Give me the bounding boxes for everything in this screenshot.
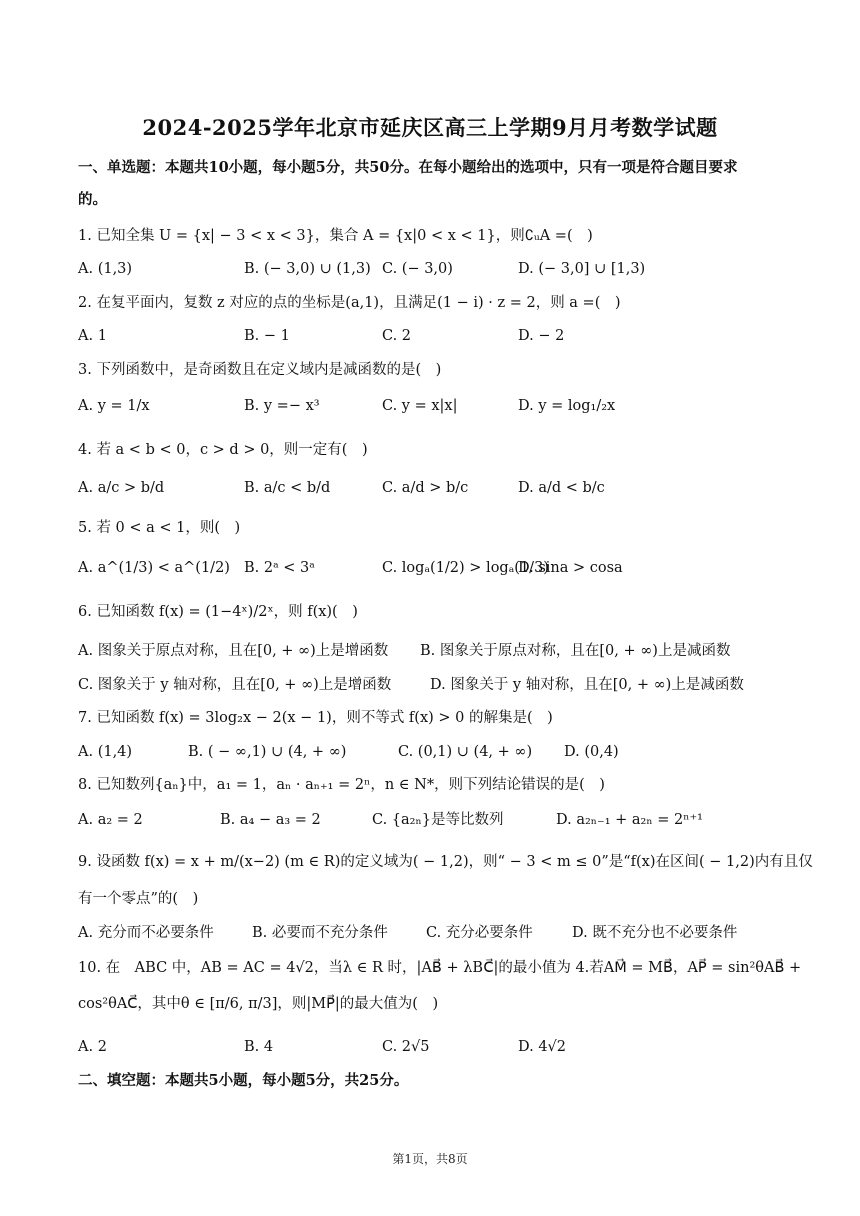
question-9-stem-cont: 有一个零点”的( ) xyxy=(78,891,199,907)
q5-option-c: C. logₐ(1/2) > logₐ(1/3) xyxy=(382,560,549,576)
q8-option-a: A. a₂ = 2 xyxy=(78,812,143,828)
q8-option-d: D. a₂ₙ₋₁ + a₂ₙ = 2ⁿ⁺¹ xyxy=(556,812,703,828)
q8-option-b: B. a₄ − a₃ = 2 xyxy=(220,812,321,828)
q7-option-c: C. (0,1) ∪ (4, + ∞) xyxy=(398,744,533,760)
q6-option-c: C. 图象关于 y 轴对称，且在[0, + ∞)上是增函数 xyxy=(78,677,392,693)
q4-option-c: C. a/d > b/c xyxy=(382,480,469,496)
q4-option-a: A. a/c > b/d xyxy=(78,480,165,496)
question-1-stem: 1. 已知全集 U = {x| − 3 < x < 3}，集合 A = {x|0 < x < 1}，则∁ᵤA =( ) xyxy=(78,228,593,244)
q7-option-b: B. ( − ∞,1) ∪ (4, + ∞) xyxy=(188,744,347,760)
q6-option-b: B. 图象关于原点对称，且在[0, + ∞)上是减函数 xyxy=(420,643,731,659)
q2-option-c: C. 2 xyxy=(382,328,412,344)
q2-option-d: D. − 2 xyxy=(518,328,565,344)
q4-option-d: D. a/d < b/c xyxy=(518,480,605,496)
q2-option-a: A. 1 xyxy=(78,328,107,344)
question-5-stem: 5. 若 0 < a < 1，则( ) xyxy=(78,520,241,536)
question-7-stem: 7. 已知函数 f(x) = 3log₂x − 2(x − 1)，则不等式 f(x) > 0 的解集是( ) xyxy=(78,710,553,726)
q1-option-a: A. (1,3) xyxy=(78,261,133,277)
section2-heading: 二、填空题：本题共5小题，每小题5分，共25分。 xyxy=(78,1072,409,1089)
q5-option-b: B. 2ᵃ < 3ᵃ xyxy=(244,560,315,576)
page-footer: 第1页，共8页 xyxy=(392,1152,468,1166)
q3-option-a: A. y = 1/x xyxy=(78,398,150,414)
q3-option-d: D. y = log₁/₂x xyxy=(518,398,616,414)
question-3-stem: 3. 下列函数中，是奇函数且在定义域内是减函数的是( ) xyxy=(78,362,442,378)
question-6-stem: 6. 已知函数 f(x) = (1−4ˣ)/2ˣ，则 f(x)( ) xyxy=(78,604,358,620)
section1-heading-line2: 的。 xyxy=(78,191,107,208)
question-9-stem: 9. 设函数 f(x) = x + m/(x−2) (m ∈ R)的定义域为( − 1,2)，则“ − 3 < m ≤ 0”是“f(x)在区间( − 1,2)内有且仅 xyxy=(78,854,813,870)
q9-option-b: B. 必要而不充分条件 xyxy=(252,925,388,941)
q1-option-d: D. (− 3,0] ∪ [1,3) xyxy=(518,261,646,277)
q1-option-b: B. (− 3,0) ∪ (1,3) xyxy=(244,261,371,277)
q9-option-a: A. 充分而不必要条件 xyxy=(78,925,214,941)
q10-option-d: D. 4√2 xyxy=(518,1039,567,1055)
q9-option-d: D. 既不充分也不必要条件 xyxy=(572,925,738,941)
q1-option-c: C. (− 3,0) xyxy=(382,261,453,277)
q6-option-a: A. 图象关于原点对称，且在[0, + ∞)上是增函数 xyxy=(78,643,389,659)
page-title: 2024-2025学年北京市延庆区高三上学期9月月考数学试题 xyxy=(142,115,718,140)
q5-option-d: D. sina > cosa xyxy=(518,560,623,576)
question-8-stem: 8. 已知数列{aₙ}中，a₁ = 1，aₙ · aₙ₊₁ = 2ⁿ，n ∈ N*，则下列结论错误的是( ) xyxy=(78,777,605,793)
q7-option-d: D. (0,4) xyxy=(564,744,619,760)
question-10-stem-cont: cos²θAC⃗，其中θ ∈ [π/6, π/3]，则|MP⃗|的最大值为( ) xyxy=(78,996,439,1012)
q10-option-c: C. 2√5 xyxy=(382,1039,430,1055)
question-2-stem: 2. 在复平面内，复数 z 对应的点的坐标是(a,1)，且满足(1 − i) · z = 2，则 a =( ) xyxy=(78,295,621,311)
q3-option-b: B. y =− x³ xyxy=(244,398,320,414)
question-4-stem: 4. 若 a < b < 0，c > d > 0，则一定有( ) xyxy=(78,442,368,458)
q10-option-b: B. 4 xyxy=(244,1039,274,1055)
q4-option-b: B. a/c < b/d xyxy=(244,480,331,496)
q7-option-a: A. (1,4) xyxy=(78,744,133,760)
q2-option-b: B. − 1 xyxy=(244,328,290,344)
q10-option-a: A. 2 xyxy=(78,1039,107,1055)
q8-option-c: C. {a₂ₙ}是等比数列 xyxy=(372,812,504,828)
question-10-stem: 10. 在 ABC 中，AB = AC = 4√2，当λ ∈ R 时，|AB⃗ + λBC⃗|的最小值为 4.若AM⃗ = MB⃗，AP⃗ = sin²θAB⃗ + xyxy=(78,960,802,976)
q3-option-c: C. y = x|x| xyxy=(382,398,458,414)
q9-option-c: C. 充分必要条件 xyxy=(426,925,533,941)
q5-option-a: A. a^(1/3) < a^(1/2) xyxy=(78,560,230,576)
section1-heading-line1: 一、单选题：本题共10小题，每小题5分，共50分。在每小题给出的选项中，只有一项是符合题目要求 xyxy=(78,159,738,176)
q6-option-d: D. 图象关于 y 轴对称，且在[0, + ∞)上是减函数 xyxy=(430,677,744,693)
